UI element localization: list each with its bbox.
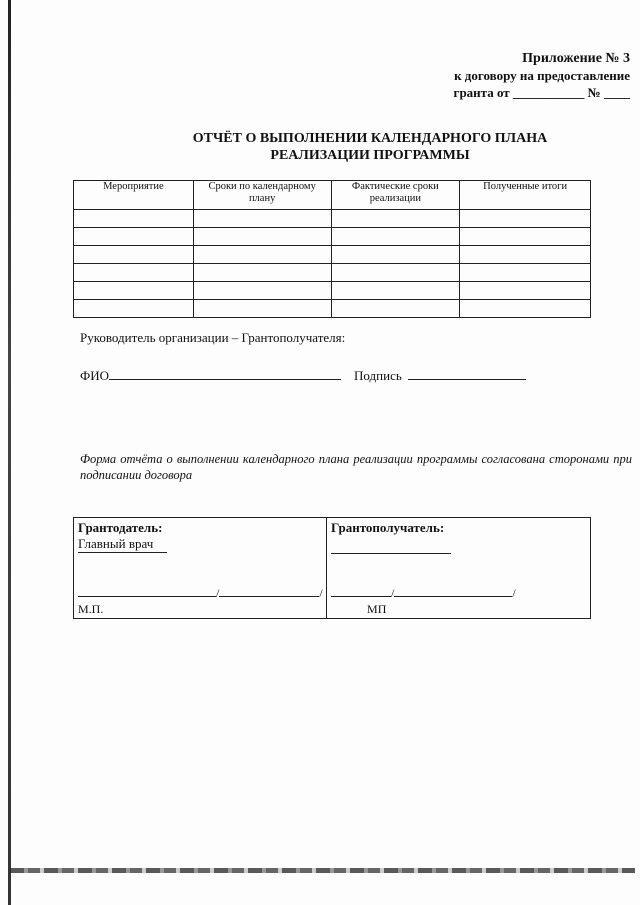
grantee-position-field[interactable] [331, 551, 451, 554]
title-line-1: ОТЧЁТ О ВЫПОЛНЕНИИ КАЛЕНДАРНОГО ПЛАНА [192, 131, 548, 146]
table-cell[interactable] [193, 282, 331, 300]
table-cell[interactable] [460, 210, 591, 228]
table-row [74, 282, 591, 300]
annex-number: Приложение № 3 [522, 51, 630, 66]
table-cell[interactable] [460, 246, 591, 264]
table-cell[interactable] [331, 228, 460, 246]
table-cell[interactable] [460, 228, 591, 246]
table-cell[interactable] [331, 282, 460, 300]
table-cell[interactable] [193, 228, 331, 246]
table-cell[interactable] [331, 264, 460, 282]
grantee-signature-line[interactable]: / / [331, 586, 516, 601]
table-row [74, 246, 591, 264]
table-row [74, 264, 591, 282]
grantee-cell [327, 518, 591, 619]
table-row [74, 228, 591, 246]
grantor-cell [74, 518, 327, 619]
fio-label: ФИО [80, 368, 110, 383]
table-cell[interactable] [460, 300, 591, 318]
grantee-stamp: МП [367, 602, 387, 616]
table-cell[interactable] [193, 264, 331, 282]
signatures-table [73, 517, 591, 619]
agreement-note: Форма отчёта о выполнении календарного плана реализации программы согласована сторонами при подписании договора [80, 452, 632, 482]
table-cell[interactable] [460, 264, 591, 282]
grantor-stamp: М.П. [78, 602, 104, 616]
column-header-results: Полученные итоги [460, 181, 591, 210]
grantor-position: Главный врач [78, 536, 167, 553]
table-cell[interactable] [331, 246, 460, 264]
table-cell[interactable] [74, 264, 194, 282]
column-header-activity: Мероприятие [74, 181, 194, 210]
table-cell[interactable] [460, 282, 591, 300]
signature-label: Подпись [354, 368, 402, 383]
table-cell[interactable] [74, 246, 194, 264]
signature-field[interactable] [408, 367, 526, 380]
table-row [74, 300, 591, 318]
scan-edge-bottom [10, 868, 635, 873]
fio-field[interactable] [109, 367, 341, 380]
table-cell[interactable] [331, 210, 460, 228]
annex-grant-date: гранта от ___________ № ____ [453, 85, 630, 100]
table-cell[interactable] [193, 210, 331, 228]
annex-contract: к договору на предоставление [454, 68, 630, 83]
fio-signature-line [80, 367, 526, 384]
table-cell[interactable] [74, 210, 194, 228]
annex-block [454, 50, 630, 101]
table-cell[interactable] [74, 282, 194, 300]
grantor-title: Грантодатель: [78, 520, 163, 535]
table-cell[interactable] [74, 300, 194, 318]
scan-edge-left [8, 0, 11, 905]
table-cell[interactable] [193, 300, 331, 318]
calendar-plan-table [73, 180, 591, 318]
organization-head-label: Руководитель организации – Грантополучателя: [80, 330, 346, 345]
document-title [150, 130, 590, 164]
column-header-planned-dates: Сроки по календарному плану [193, 181, 331, 210]
table-cell[interactable] [331, 300, 460, 318]
table-cell[interactable] [74, 228, 194, 246]
title-line-2: РЕАЛИЗАЦИИ ПРОГРАММЫ [270, 148, 470, 163]
table-row [74, 210, 591, 228]
grantor-signature-line[interactable]: / / [78, 586, 323, 601]
grantee-title: Грантополучатель: [331, 520, 445, 535]
table-cell[interactable] [193, 246, 331, 264]
column-header-actual-dates: Фактические сроки реализации [331, 181, 460, 210]
table-header-row [74, 181, 591, 210]
